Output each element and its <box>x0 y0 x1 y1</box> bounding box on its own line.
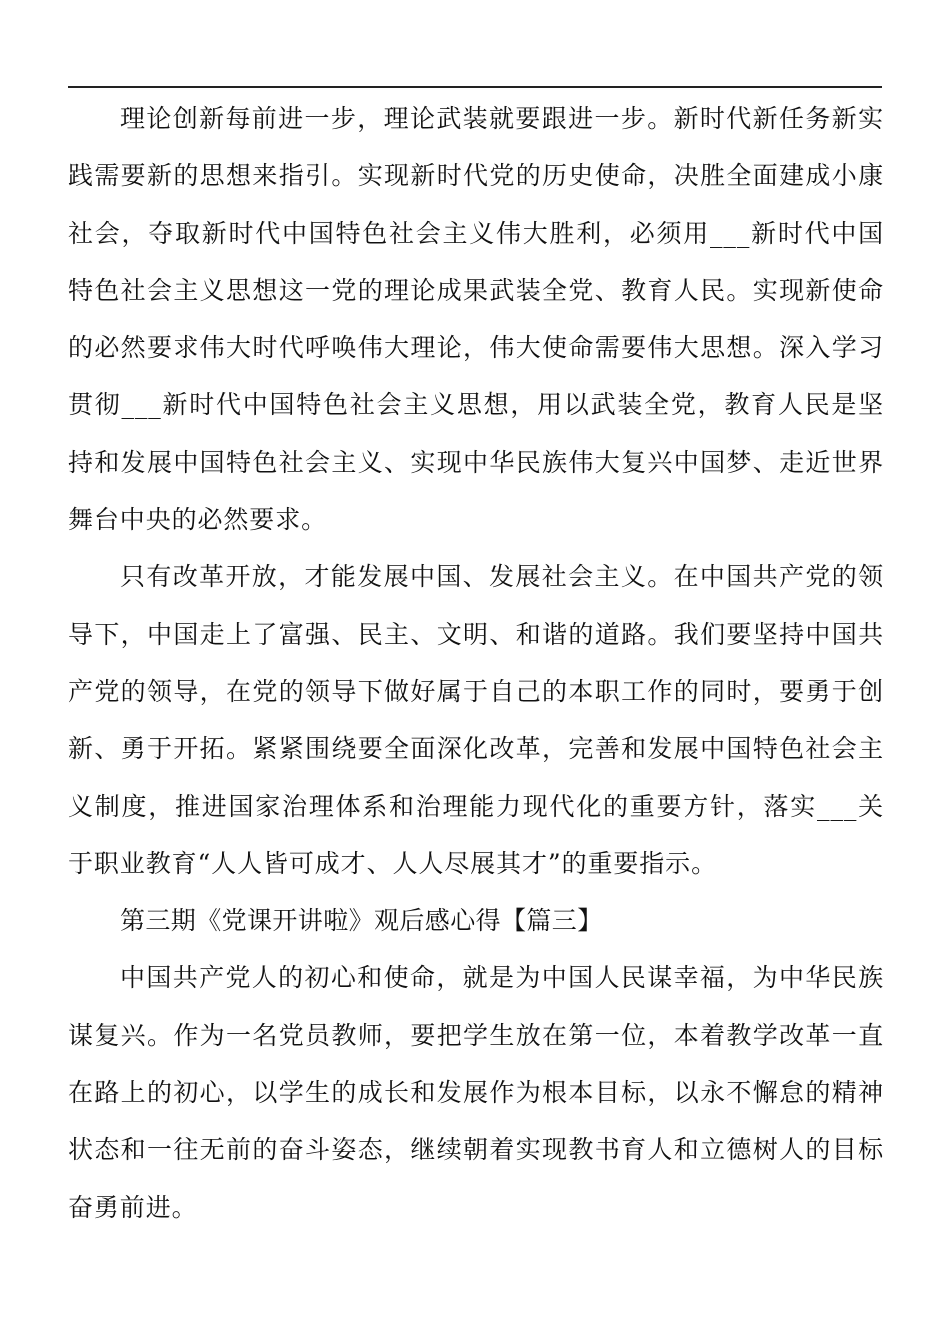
section-heading: 第三期《党课开讲啦》观后感心得【篇三】 <box>120 906 603 936</box>
paragraph-theory: 理论创新每前进一步，理论武装就要跟进一步。新时代新任务新实践需要新的思想来指引。实现新时代党的历史使命，决胜全面建成小康社会，夺取新时代中国特色社会主义伟大胜利，必须用___新时代中国特色社会主义思想这一党的理论成果武装全党、教育人民。实现新使命的必然要求伟大时代呼唤伟大理论，伟大使命需要伟大思想。深入学习贯彻___新时代中国特色社会主义思想，用以武装全党，教育人民是坚持和发展中国特色社会主义、实现中华民族伟大复兴中国梦、走近世界舞台中央的必然要求。 <box>68 104 884 535</box>
paragraph-mission: 中国共产党人的初心和使命，就是为中国人民谋幸福，为中华民族谋复兴。作为一名党员教师，要把学生放在第一位，本着教学改革一直在路上的初心，以学生的成长和发展作为根本目标，以永不懈怠的精神状态和一往无前的奋斗姿态，继续朝着实现教书育人和立德树人的目标奋勇前进。 <box>68 963 884 1222</box>
header-rule <box>68 86 882 88</box>
document-body <box>68 90 884 1236</box>
paragraph-reform: 只有改革开放，才能发展中国、发展社会主义。在中国共产党的领导下，中国走上了富强、民主、文明、和谐的道路。我们要坚持中国共产党的领导，在党的领导下做好属于自己的本职工作的同时，要勇于创新、勇于开拓。紧紧围绕要全面深化改革，完善和发展中国特色社会主义制度，推进国家治理体系和治理能力现代化的重要方针，落实___关于职业教育“人人皆可成才、人人尽展其才”的重要指示。 <box>68 562 884 878</box>
